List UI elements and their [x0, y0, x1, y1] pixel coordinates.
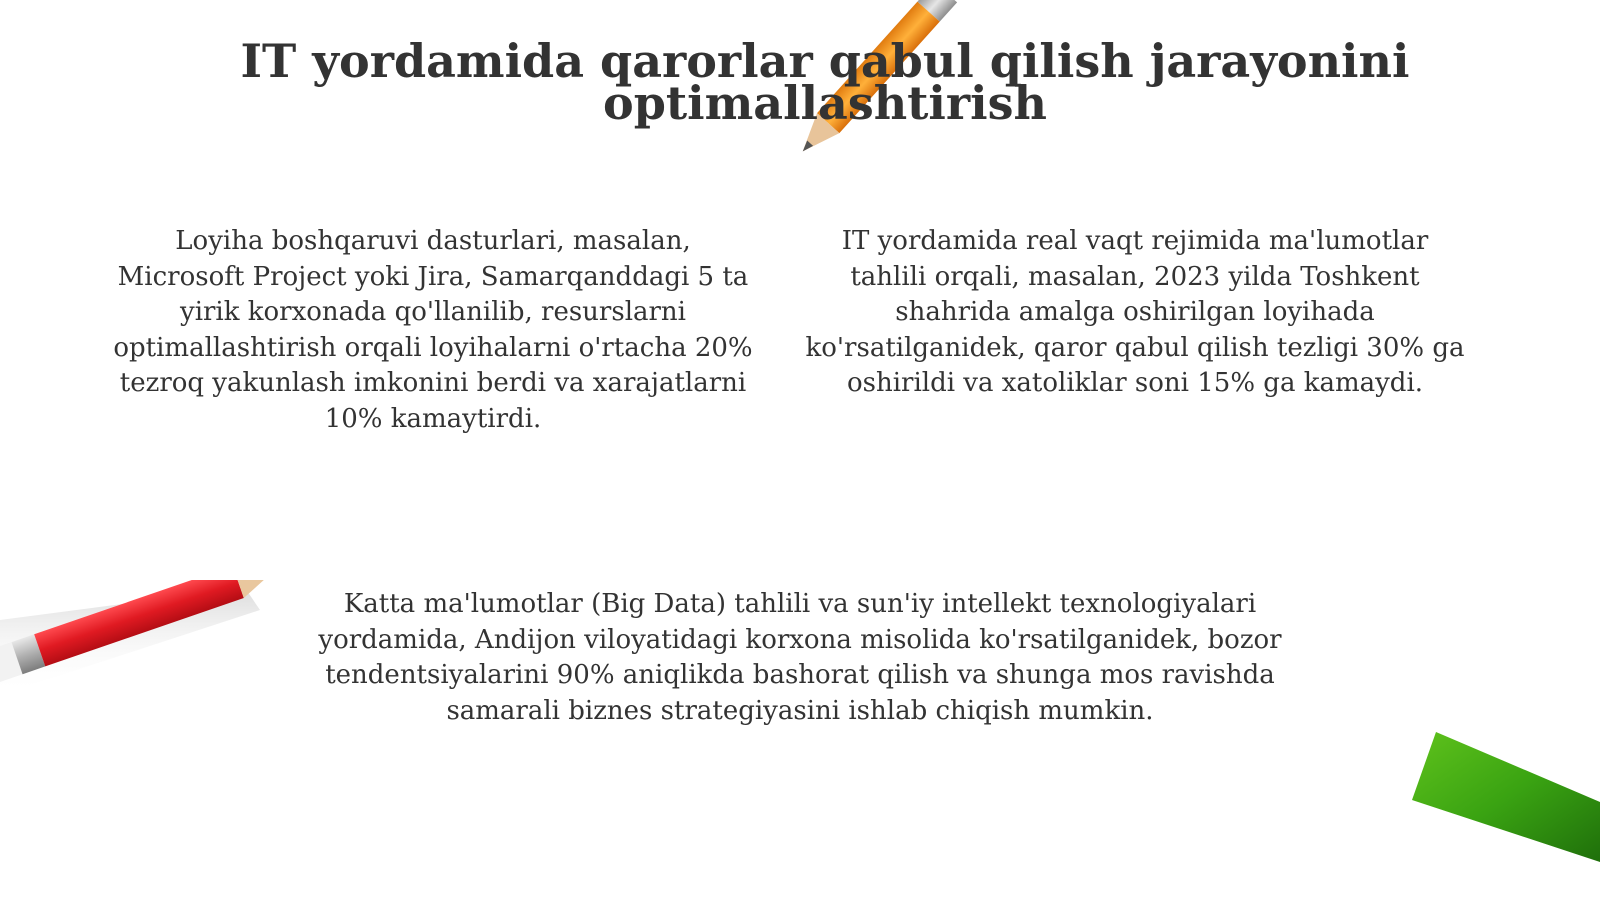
paragraph-real-time-analytics: IT yordamida real vaqt rejimida ma'lumotlar tahlili orqali, masalan, 2023 yilda Toshkent shahrida amalga oshirilgan loyihada ko'rsatilganidek, qaror qabul qilish tezligi 30% ga oshirildi va xatoliklar soni 15% ga kamaydi.: [805, 226, 1465, 398]
red-pencil-icon: [0, 580, 300, 710]
green-pencil-icon: [1400, 730, 1600, 880]
paragraph-project-management: Loyiha boshqaruvi dasturlari, masalan, Microsoft Project yoki Jira, Samarqanddagi 5 ta yirik korxonada qo'llanilib, resurslarni optimallashtirish orqali loyihalarni o'rtacha 20% tezroq yakunlash imkonini berdi va xarajatlarni 10% kamaytirdi.: [113, 226, 753, 434]
paragraph-big-data-ai: Katta ma'lumotlar (Big Data) tahlili va sun'iy intellekt texnologiyalari yordamida, Andijon viloyatidagi korxona misolida ko'rsatilganidek, bozor tendentsiyalarini 90% aniqlikda bashorat qilish va shunga mos ravishda samarali biznes strategiyasini ishlab chiqish mumkin.: [318, 589, 1282, 726]
slide-title: IT yordamida qarorlar qabul qilish jarayonini optimallashtirish: [240, 34, 1410, 130]
